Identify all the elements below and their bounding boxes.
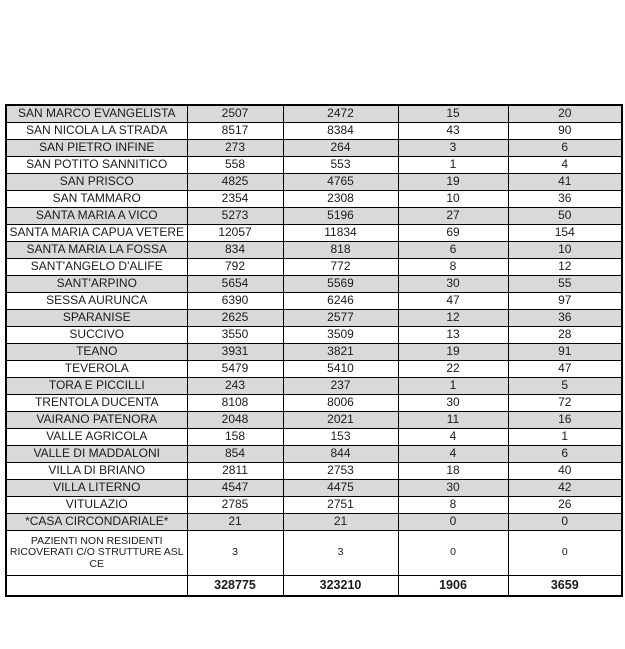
value-cell: 2308 [283, 191, 398, 208]
value-cell: 834 [187, 242, 283, 259]
value-cell: 264 [283, 140, 398, 157]
value-cell: 11 [398, 412, 508, 429]
table-row [6, 310, 622, 327]
totals-value-cell: 1906 [398, 576, 508, 597]
value-cell: 3 [398, 140, 508, 157]
municipality-name-cell: SANT'ANGELO D'ALIFE [6, 259, 187, 276]
value-cell: 6 [508, 446, 622, 463]
totals-value-cell: 323210 [283, 576, 398, 597]
value-cell: 1 [398, 157, 508, 174]
municipality-name-cell: VALLE DI MADDALONI [6, 446, 187, 463]
value-cell: 243 [187, 378, 283, 395]
value-cell: 18 [398, 463, 508, 480]
table-row [6, 191, 622, 208]
value-cell: 154 [508, 225, 622, 242]
value-cell: 4 [398, 446, 508, 463]
municipality-table-footer [6, 576, 622, 597]
table-row [6, 378, 622, 395]
value-cell: 36 [508, 310, 622, 327]
municipality-table [5, 104, 623, 597]
municipality-name-cell: SANTA MARIA CAPUA VETERE [6, 225, 187, 242]
value-cell: 12057 [187, 225, 283, 242]
municipality-name-cell: SAN NICOLA LA STRADA [6, 123, 187, 140]
municipality-name-cell: VALLE AGRICOLA [6, 429, 187, 446]
municipality-name-cell: *CASA CIRCONDARIALE* [6, 514, 187, 531]
value-cell: 8 [398, 497, 508, 514]
value-cell: 558 [187, 157, 283, 174]
value-cell: 30 [398, 276, 508, 293]
municipality-name-cell: SANTA MARIA A VICO [6, 208, 187, 225]
table-row [6, 395, 622, 412]
municipality-table-container [5, 104, 623, 597]
value-cell: 818 [283, 242, 398, 259]
value-cell: 4765 [283, 174, 398, 191]
value-cell: 0 [398, 514, 508, 531]
table-row [6, 344, 622, 361]
table-row [6, 157, 622, 174]
value-cell: 21 [283, 514, 398, 531]
value-cell: 6 [398, 242, 508, 259]
municipality-table-body [6, 105, 622, 576]
table-row [6, 259, 622, 276]
value-cell: 10 [398, 191, 508, 208]
value-cell: 43 [398, 123, 508, 140]
municipality-name-cell: SAN POTITO SANNITICO [6, 157, 187, 174]
value-cell: 69 [398, 225, 508, 242]
municipality-name-cell: VILLA DI BRIANO [6, 463, 187, 480]
value-cell: 22 [398, 361, 508, 378]
value-cell: 2785 [187, 497, 283, 514]
value-cell: 4475 [283, 480, 398, 497]
value-cell: 90 [508, 123, 622, 140]
value-cell: 30 [398, 395, 508, 412]
table-row [6, 480, 622, 497]
municipality-name-cell: SAN MARCO EVANGELISTA [6, 105, 187, 123]
table-row [6, 242, 622, 259]
table-row [6, 497, 622, 514]
value-cell: 26 [508, 497, 622, 514]
value-cell: 772 [283, 259, 398, 276]
table-row [6, 514, 622, 531]
value-cell: 8006 [283, 395, 398, 412]
value-cell: 2811 [187, 463, 283, 480]
value-cell: 36 [508, 191, 622, 208]
municipality-name-cell: VITULAZIO [6, 497, 187, 514]
value-cell: 41 [508, 174, 622, 191]
value-cell: 3 [187, 531, 283, 576]
value-cell: 2577 [283, 310, 398, 327]
value-cell: 47 [398, 293, 508, 310]
totals-name-cell [6, 576, 187, 597]
value-cell: 158 [187, 429, 283, 446]
table-row [6, 446, 622, 463]
value-cell: 1 [508, 429, 622, 446]
value-cell: 42 [508, 480, 622, 497]
value-cell: 553 [283, 157, 398, 174]
value-cell: 5479 [187, 361, 283, 378]
value-cell: 2048 [187, 412, 283, 429]
value-cell: 2472 [283, 105, 398, 123]
value-cell: 844 [283, 446, 398, 463]
value-cell: 273 [187, 140, 283, 157]
value-cell: 3509 [283, 327, 398, 344]
value-cell: 19 [398, 344, 508, 361]
value-cell: 854 [187, 446, 283, 463]
value-cell: 237 [283, 378, 398, 395]
value-cell: 5273 [187, 208, 283, 225]
value-cell: 5 [508, 378, 622, 395]
value-cell: 97 [508, 293, 622, 310]
value-cell: 153 [283, 429, 398, 446]
value-cell: 4 [508, 157, 622, 174]
table-row [6, 174, 622, 191]
value-cell: 11834 [283, 225, 398, 242]
value-cell: 2625 [187, 310, 283, 327]
value-cell: 47 [508, 361, 622, 378]
totals-row [6, 576, 622, 597]
value-cell: 10 [508, 242, 622, 259]
municipality-name-cell: SAN PRISCO [6, 174, 187, 191]
totals-value-cell: 328775 [187, 576, 283, 597]
value-cell: 4 [398, 429, 508, 446]
municipality-name-cell: PAZIENTI NON RESIDENTI RICOVERATI C/O STRUTTURE ASL CE [6, 531, 187, 576]
value-cell: 30 [398, 480, 508, 497]
municipality-name-cell: SANTA MARIA LA FOSSA [6, 242, 187, 259]
value-cell: 5569 [283, 276, 398, 293]
municipality-name-cell: SAN PIETRO INFINE [6, 140, 187, 157]
totals-value-cell: 3659 [508, 576, 622, 597]
value-cell: 12 [508, 259, 622, 276]
value-cell: 2354 [187, 191, 283, 208]
value-cell: 4547 [187, 480, 283, 497]
municipality-name-cell: VAIRANO PATENORA [6, 412, 187, 429]
value-cell: 91 [508, 344, 622, 361]
value-cell: 5654 [187, 276, 283, 293]
value-cell: 2021 [283, 412, 398, 429]
table-row [6, 412, 622, 429]
value-cell: 55 [508, 276, 622, 293]
municipality-name-cell: TEANO [6, 344, 187, 361]
municipality-name-cell: TORA E PICCILLI [6, 378, 187, 395]
table-row [6, 293, 622, 310]
municipality-name-cell: SAN TAMMARO [6, 191, 187, 208]
table-row [6, 123, 622, 140]
table-row [6, 361, 622, 378]
municipality-name-cell: SESSA AURUNCA [6, 293, 187, 310]
municipality-name-cell: SUCCIVO [6, 327, 187, 344]
value-cell: 3550 [187, 327, 283, 344]
value-cell: 8517 [187, 123, 283, 140]
value-cell: 8384 [283, 123, 398, 140]
value-cell: 12 [398, 310, 508, 327]
value-cell: 6 [508, 140, 622, 157]
table-row [6, 463, 622, 480]
value-cell: 1 [398, 378, 508, 395]
value-cell: 8108 [187, 395, 283, 412]
value-cell: 792 [187, 259, 283, 276]
value-cell: 6390 [187, 293, 283, 310]
value-cell: 13 [398, 327, 508, 344]
table-row [6, 327, 622, 344]
value-cell: 2753 [283, 463, 398, 480]
value-cell: 0 [398, 531, 508, 576]
municipality-name-cell: VILLA LITERNO [6, 480, 187, 497]
value-cell: 2507 [187, 105, 283, 123]
value-cell: 4825 [187, 174, 283, 191]
value-cell: 3821 [283, 344, 398, 361]
value-cell: 5196 [283, 208, 398, 225]
value-cell: 0 [508, 531, 622, 576]
value-cell: 28 [508, 327, 622, 344]
value-cell: 3 [283, 531, 398, 576]
value-cell: 8 [398, 259, 508, 276]
table-row [6, 225, 622, 242]
municipality-name-cell: TEVEROLA [6, 361, 187, 378]
municipality-name-cell: SANT'ARPINO [6, 276, 187, 293]
table-row [6, 208, 622, 225]
value-cell: 5410 [283, 361, 398, 378]
value-cell: 40 [508, 463, 622, 480]
table-row [6, 531, 622, 576]
table-row [6, 276, 622, 293]
value-cell: 16 [508, 412, 622, 429]
table-row [6, 140, 622, 157]
value-cell: 21 [187, 514, 283, 531]
value-cell: 72 [508, 395, 622, 412]
value-cell: 0 [508, 514, 622, 531]
table-row [6, 105, 622, 123]
value-cell: 6246 [283, 293, 398, 310]
value-cell: 50 [508, 208, 622, 225]
value-cell: 20 [508, 105, 622, 123]
value-cell: 3931 [187, 344, 283, 361]
municipality-name-cell: SPARANISE [6, 310, 187, 327]
value-cell: 15 [398, 105, 508, 123]
value-cell: 27 [398, 208, 508, 225]
value-cell: 19 [398, 174, 508, 191]
value-cell: 2751 [283, 497, 398, 514]
municipality-name-cell: TRENTOLA DUCENTA [6, 395, 187, 412]
table-row [6, 429, 622, 446]
